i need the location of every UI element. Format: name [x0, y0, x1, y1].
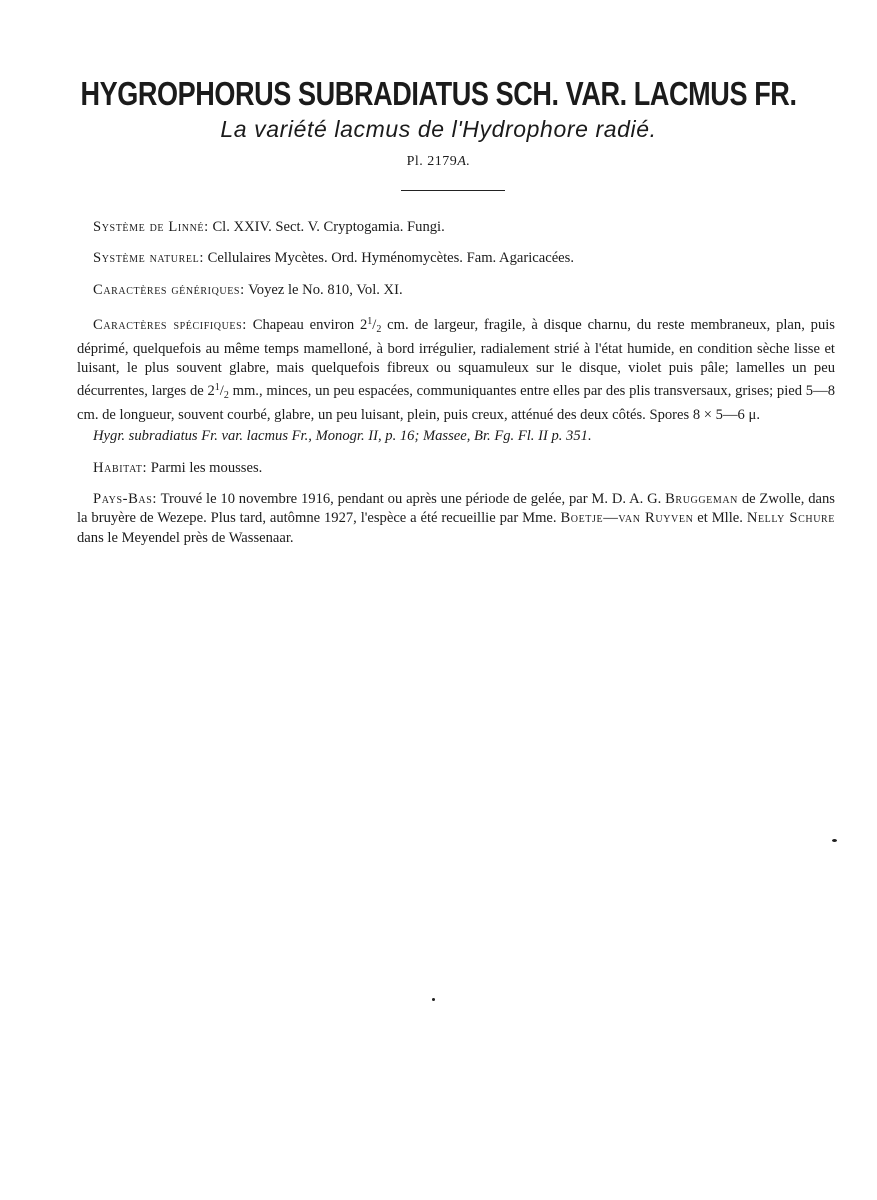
- print-speck: [832, 839, 837, 842]
- plate-number: [0, 152, 877, 172]
- paysbas-text-a: Trouvé le 10 novembre 1916, pendant ou après une période de gelée, par M. D. A. G.: [157, 491, 666, 508]
- fraction-slash-a: /: [372, 317, 377, 334]
- document-body: [77, 218, 835, 560]
- fraction-numerator-b: 1: [214, 382, 220, 394]
- naturel-label: Système naturel:: [93, 250, 204, 267]
- collector-name-bruggeman: Bruggeman: [665, 491, 739, 508]
- reference-citation: Hygr. subradiatus Fr. var. lacmus Fr., Monogr. II, p. 16; Massee, Br. Fg. Fl. II p. 351.: [93, 428, 592, 445]
- naturel-section: [77, 249, 835, 268]
- plate-number-prefix: Pl. 2179: [406, 154, 458, 169]
- fraction-denominator-b: 2: [223, 390, 229, 402]
- linne-text: Cl. XXIV. Sect. V. Cryptogamia. Fungi.: [208, 219, 445, 235]
- document-title: HYGROPHORUS SUBRADIATUS SCH. VAR. LACMUS FR.: [80, 75, 797, 112]
- paysbas-text-c: et Mlle.: [693, 510, 747, 527]
- fraction-slash-b: /: [219, 383, 224, 400]
- habitat-label: Habitat:: [93, 459, 148, 476]
- plate-number-suffix: A.: [457, 154, 471, 169]
- paysbas-text-d: dans le Meyendel près de Wassenaar.: [77, 529, 294, 546]
- generiques-section: [77, 281, 835, 300]
- linne-label: Système de Linné:: [93, 219, 209, 235]
- specifiques-label: Caractères spécifiques:: [93, 317, 247, 334]
- specifiques-text-b: cm. de largeur, fragile, à disque charnu, du reste membraneux, plan, puis déprimé, quelquefois au même temps mamelloné, à bord irrégulier, radialement strié à l'état humide, en condition sèche lisse et luisant, le plus souvent glabre, mais quelquefois fibreux ou squamuleux sur le disque, violet puis pâle; lamelles un peu décurrentes, larges de 2: [77, 317, 835, 400]
- document-subtitle: La variété lacmus de l'Hydrophore radié.: [220, 116, 657, 142]
- naturel-text: Cellulaires Mycètes. Ord. Hyménomycètes. Fam. Agaricacées.: [203, 250, 574, 267]
- specifiques-section: [77, 312, 835, 425]
- collector-name-schure: Nelly Schure: [746, 510, 835, 527]
- paysbas-section: [77, 490, 835, 548]
- generiques-label: Caractères génériques:: [93, 281, 245, 298]
- fraction-numerator-a: 1: [367, 316, 373, 328]
- linne-section: [77, 218, 835, 237]
- generiques-text: Voyez le No. 810, Vol. XI.: [244, 281, 403, 298]
- specifiques-text-c: mm., minces, un peu espacées, communiquantes entre elles par des plis transversaux, grises; pied 5—8 cm. de longueur, souvent courbé, glabre, un peu luisant, plein, puis creux, atténué des deux côtés. Spores 8 × 5—6 μ.: [77, 383, 835, 423]
- collector-name-boetje: Boetje—van Ruyven: [560, 510, 694, 527]
- habitat-text: Parmi les mousses.: [147, 459, 263, 476]
- specifiques-text-a: Chapeau environ 2: [246, 317, 368, 334]
- habitat-section: [77, 459, 835, 478]
- title-divider: [401, 190, 505, 191]
- paysbas-label: Pays-Bas:: [93, 491, 158, 508]
- fraction-denominator-a: 2: [376, 324, 382, 336]
- print-speck: [432, 998, 435, 1001]
- paysbas-text-b: de Zwolle, dans la bruyère de Wezepe. Plus tard, autômne 1927, l'espèce a été recueillie par Mme.: [77, 491, 835, 527]
